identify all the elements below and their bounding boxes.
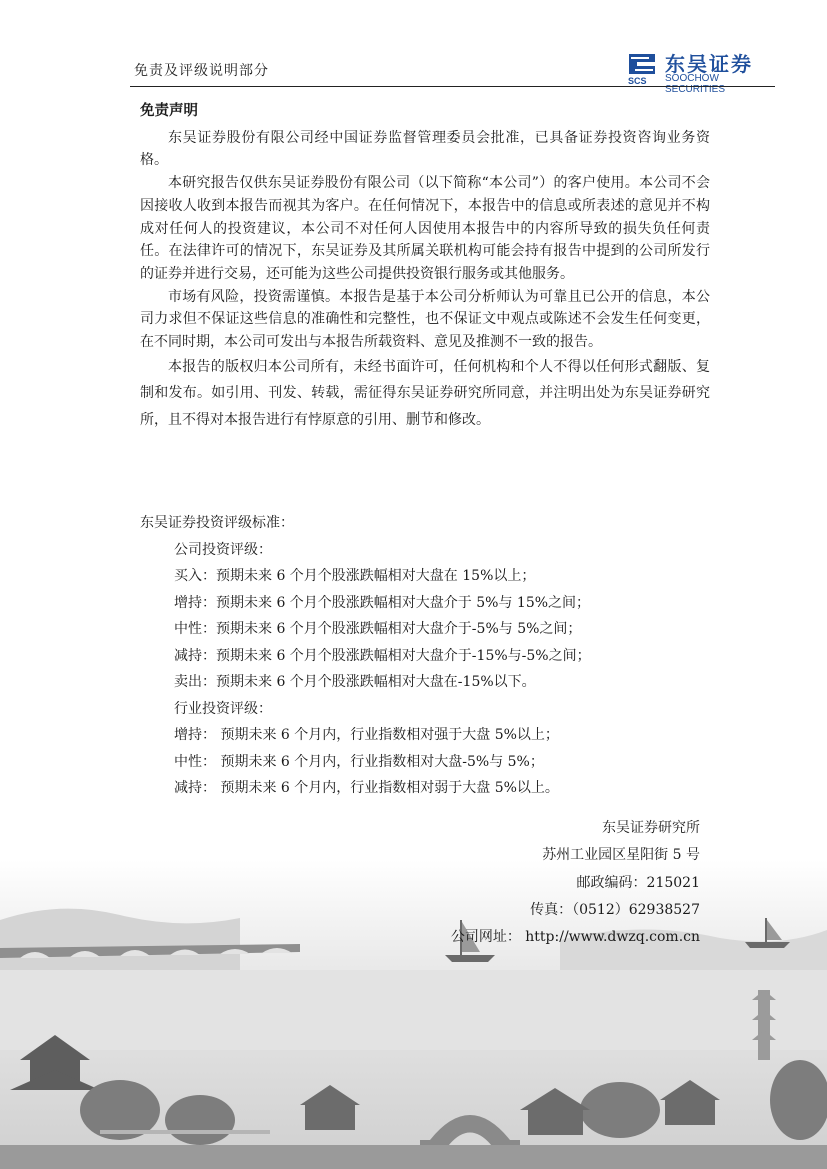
address: 苏州工业园区星阳街 5 号	[542, 847, 700, 864]
logo-abbr: SCS	[628, 76, 647, 86]
company-rating-item: 中性：预期未来 6 个月个股涨跌幅相对大盘介于-5%与 5%之间；	[174, 621, 582, 637]
company-rating-item: 减持：预期未来 6 个月个股涨跌幅相对大盘介于-15%与-5%之间；	[174, 647, 591, 664]
rating-standards-title: 东吴证券投资评级标准：	[140, 515, 294, 531]
disclaimer-section	[140, 96, 710, 433]
website-link[interactable]: 公司网址： http://www.dwzq.com.cn	[450, 929, 700, 946]
industry-rating-item: 中性： 预期未来 6 个月内，行业指数相对大盘-5%与 5%；	[174, 753, 544, 770]
header-divider	[130, 86, 775, 87]
company-logo	[625, 48, 780, 95]
company-rating-item: 卖出：预期未来 6 个月个股涨跌幅相对大盘在-15%以下。	[174, 674, 536, 690]
contact-block	[451, 815, 700, 951]
disclaimer-paragraph: 本研究报告仅供东吴证券股份有限公司（以下简称“本公司”）的客户使用。本公司不会因接收人收到本报告而视其为客户。在任何情况下，本报告中的信息或所表述的意见并不构成对任何人的投资建议，本公司不对任何人因使用本报告中的内容所导致的损失负任何责任。在法律许可的情况下，东吴证券及其所属关联机构可能会持有报告中提到的公司所发行的证券并进行交易，还可能为这些公司提供投资银行服务或其他服务。	[140, 175, 710, 282]
disclaimer-paragraph: 市场有风险，投资需谨慎。本报告是基于本公司分析师认为可靠且已公开的信息，本公司力求但不保证这些信息的准确性和完整性，也不保证文中观点或陈述不会发生任何变更，在不同时期，本公司可发出与本报告所载资料、意见及推测不一致的报告。	[140, 288, 710, 351]
fax: 传真：（0512）62938527	[530, 901, 700, 918]
company-rating-item: 买入：预期未来 6 个月个股涨跌幅相对大盘在 15%以上；	[174, 568, 536, 584]
postcode: 邮政编码：215021	[576, 874, 700, 891]
industry-rating-item: 增持： 预期未来 6 个月内，行业指数相对强于大盘 5%以上；	[174, 727, 559, 743]
disclaimer-heading: 免责声明	[140, 102, 198, 119]
company-rating-item: 增持：预期未来 6 个月个股涨跌幅相对大盘介于 5%与 15%之间；	[174, 594, 591, 611]
disclaimer-paragraph: 本报告的版权归本公司所有，未经书面许可，任何机构和个人不得以任何形式翻版、复制和发布。如引用、刊发、转载，需征得东吴证券研究所同意，并注明出处为东吴证券研究所，且不得对本报告进行有悖原意的引用、删节和修改。	[140, 358, 710, 428]
logo-english-name: SOOCHOW SECURITIES	[665, 73, 726, 95]
background-landscape-image	[0, 860, 827, 1169]
section-title: 免责及评级说明部分	[134, 63, 269, 79]
industry-rating-title: 行业投资评级：	[174, 700, 272, 717]
rating-standards-section	[140, 510, 591, 802]
institute-name: 东吴证券研究所	[602, 820, 700, 836]
company-rating-title: 公司投资评级：	[174, 541, 272, 558]
logo-mark-icon	[625, 48, 661, 86]
disclaimer-paragraph: 东吴证券股份有限公司经中国证券监督管理委员会批准，已具备证券投资咨询业务资格。	[140, 129, 710, 169]
logo-chinese-name: 东吴证券	[665, 52, 753, 76]
industry-rating-item: 减持： 预期未来 6 个月内，行业指数相对弱于大盘 5%以上。	[174, 780, 559, 796]
